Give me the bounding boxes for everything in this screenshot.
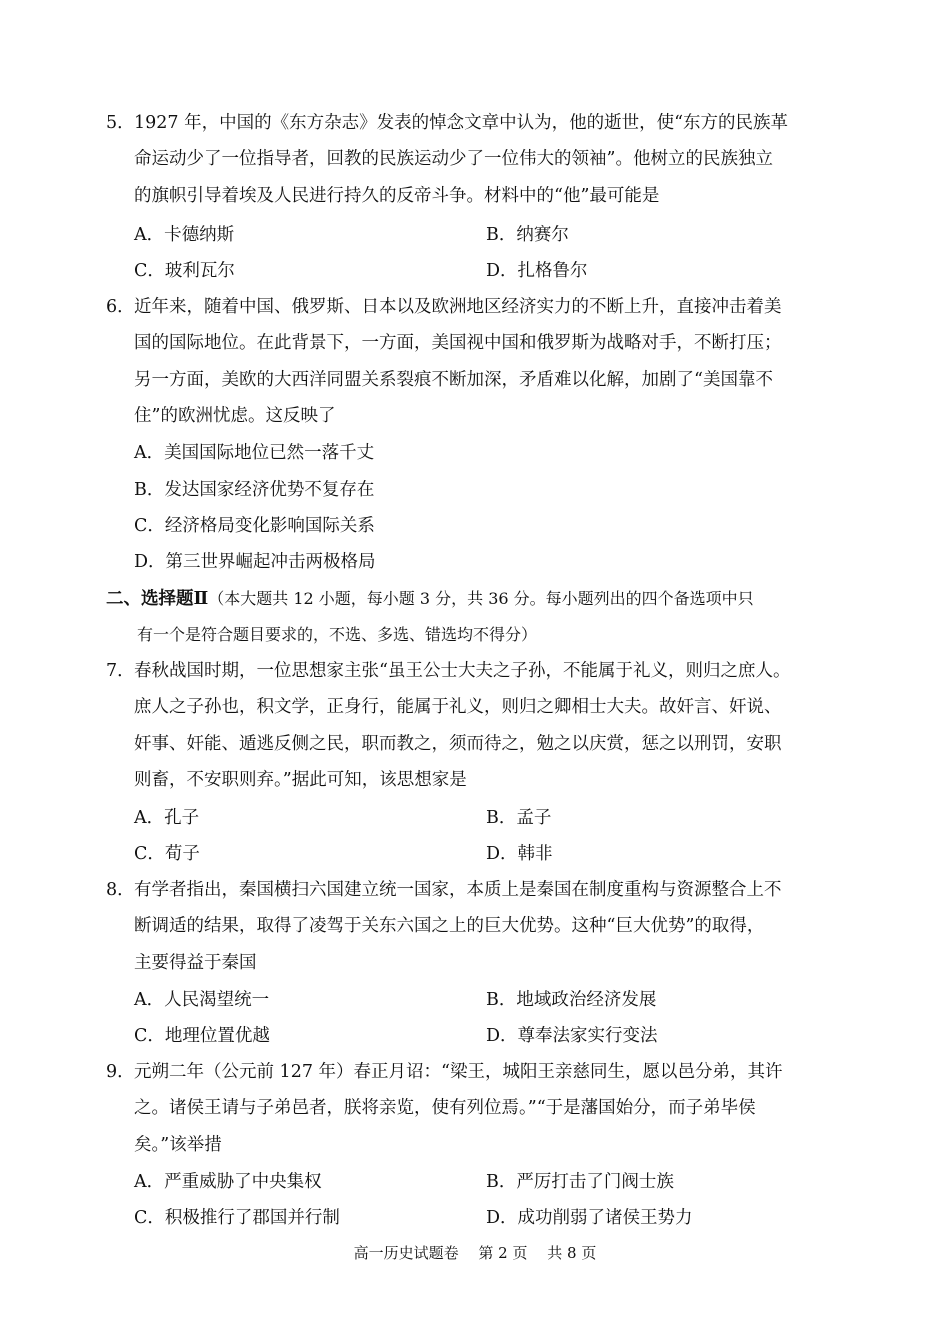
- option-b: B．纳赛尔: [486, 225, 569, 245]
- option-c: C．经济格局变化影响国际关系: [134, 516, 375, 536]
- option-c: C．荀子: [134, 844, 200, 864]
- option-b: B．严厉打击了门阀士族: [486, 1172, 674, 1192]
- question-text: 庶人之子孙也，积文学，正身行，能属于礼义，则归之卿相士大夫。故奸言、奸说、: [134, 697, 782, 718]
- question-text: 春秋战国时期，一位思想家主张“虽王公士大夫之子孙，不能属于礼义，则归之庶人。: [134, 661, 791, 681]
- question-text: 奸事、奸能、遁逃反侧之民，职而教之，须而待之，勉之以庆赏，惩之以刑罚，安职: [134, 733, 782, 754]
- question-text: 元朔二年（公元前 127 年）春正月诏：“梁王，城阳王亲慈同生，愿以邑分弟，其许: [134, 1062, 783, 1082]
- question-text: 主要得益于秦国: [134, 952, 257, 973]
- question-text: 之。诸侯王请与子弟邑者，朕将亲览，使有列位焉。”“于是藩国始分，而子弟毕侯: [134, 1098, 756, 1119]
- question-text: 断调适的结果，取得了凌驾于关东六国之上的巨大优势。这种“巨大优势”的取得，: [134, 916, 765, 937]
- option-a: A．美国国际地位已然一落千丈: [134, 443, 375, 463]
- question-text: 则畜，不安职则弃。”据此可知，该思想家是: [134, 769, 467, 790]
- question-5: [106, 105, 836, 214]
- option-d: D．韩非: [486, 844, 553, 864]
- question-9: [106, 1054, 836, 1163]
- question-text: 有学者指出，秦国横扫六国建立统一国家，本质上是秦国在制度重构与资源整合上不: [134, 880, 782, 900]
- section-note: （本大题共 12 小题，每小题 3 分，共 36 分。每小题列出的四个备选项中只: [208, 589, 754, 608]
- question-text: 的旗帜引导着埃及人民进行持久的反帝斗争。材料中的“他”最可能是: [134, 185, 660, 206]
- option-b: B．孟子: [486, 808, 552, 828]
- question-number: 7．: [106, 661, 135, 681]
- question-text: 另一方面，美欧的大西洋同盟关系裂痕不断加深，矛盾难以化解，加剧了“美国靠不: [134, 369, 773, 390]
- option-c: C．玻利瓦尔: [134, 261, 235, 281]
- page-footer: 高一历史试题卷 第 2 页 共 8 页: [353, 1244, 597, 1262]
- question-text: 1927 年，中国的《东方杂志》发表的悼念文章中认为，他的逝世，使“东方的民族革: [134, 113, 789, 133]
- option-c: C．地理位置优越: [134, 1026, 270, 1046]
- option-a: A．孔子: [134, 808, 200, 828]
- question-7: [106, 653, 836, 798]
- option-a: A．人民渴望统一: [134, 990, 270, 1010]
- option-b: B．地域政治经济发展: [486, 990, 657, 1010]
- question-text: 国的国际地位。在此背景下，一方面，美国视中国和俄罗斯为战略对手，不断打压；: [134, 333, 782, 354]
- section-title: 二、选择题Ⅱ: [106, 589, 209, 609]
- question-text: 矣。”该举措: [134, 1134, 222, 1155]
- option-c: C．积极推行了郡国并行制: [134, 1208, 340, 1228]
- question-8: [106, 872, 836, 981]
- question-number: 8．: [106, 880, 135, 900]
- section-heading: [106, 581, 754, 617]
- question-text: 住”的欧洲忧虑。这反映了: [134, 405, 336, 426]
- option-d: D．尊奉法家实行变法: [486, 1026, 658, 1046]
- question-6: [106, 289, 836, 434]
- question-text: 近年来，随着中国、俄罗斯、日本以及欧洲地区经济实力的不断上升，直接冲击着美: [134, 297, 782, 317]
- option-a: A．卡德纳斯: [134, 225, 235, 245]
- option-a: A．严重威胁了中央集权: [134, 1172, 322, 1192]
- question-number: 9．: [106, 1062, 135, 1082]
- option-d: D．扎格鲁尔: [486, 261, 588, 281]
- option-d: D．第三世界崛起冲击两极格局: [134, 552, 376, 572]
- question-number: 5．: [106, 113, 135, 133]
- option-d: D．成功削弱了诸侯王势力: [486, 1208, 693, 1228]
- section-note-continued: 有一个是符合题目要求的，不选、多选、错选均不得分）: [137, 625, 538, 644]
- question-text: 命运动少了一位指导者，回教的民族运动少了一位伟大的领袖”。他树立的民族独立: [134, 149, 773, 170]
- option-b: B．发达国家经济优势不复存在: [134, 480, 375, 500]
- question-number: 6．: [106, 297, 135, 317]
